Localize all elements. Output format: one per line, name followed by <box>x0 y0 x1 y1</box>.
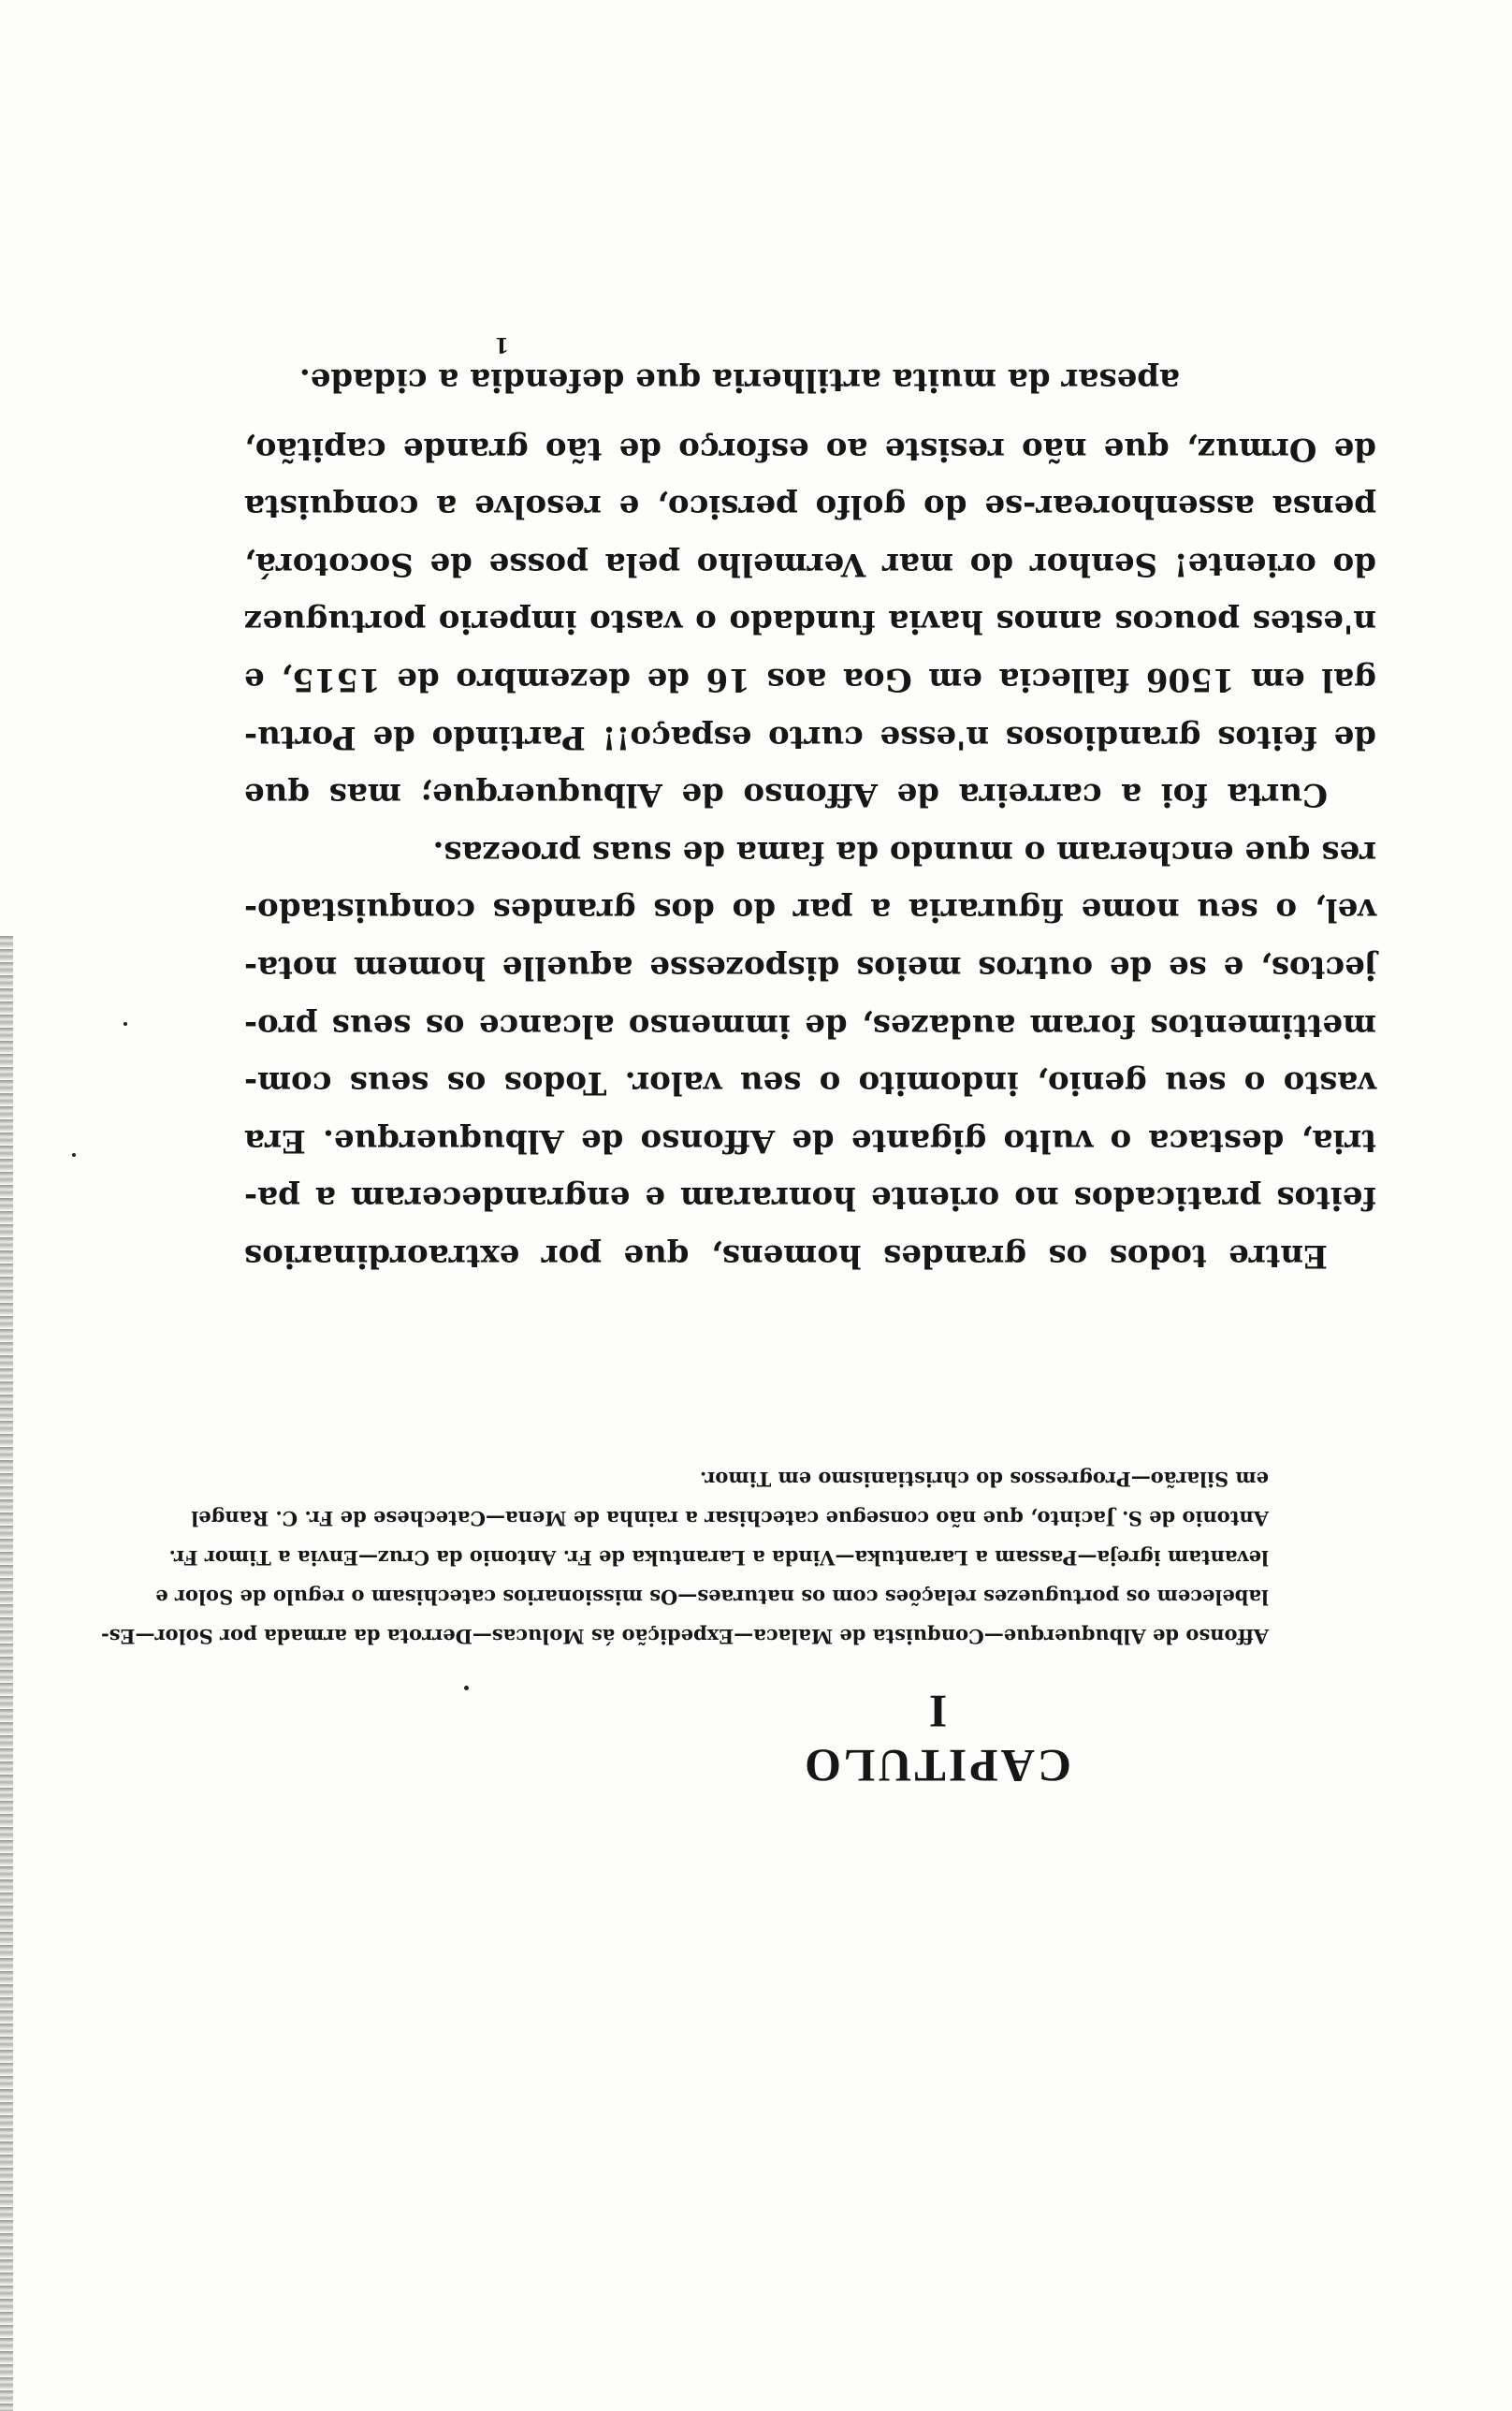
text-line: feitos praticados no oriente honraram e engrandeceram a pa- <box>244 1179 1376 1218</box>
text-line: tria, destaca o vulto gigante de Affonso de Albuquerque. Era <box>244 1121 1376 1160</box>
text-line: vasto o seu genio, indomito o seu valor. Todos os seus com- <box>244 1064 1376 1103</box>
summary-line: Antonio de S. Jacinto, que não consegue catechisar a rainha de Mena—Catechese de Fr. C. Rangel <box>191 1507 1269 1530</box>
chapter-title: CAPITULO I <box>802 1686 1071 1792</box>
summary-line: levantam igreja—Passam a Larantuka—Vinda a Larantuka de Fr. Antonio da Cruz—Envia a Timor Fr. <box>168 1546 1269 1570</box>
text-line: gal em 1506 fallecia em Goa aos 16 de dezembro de 1515, e <box>244 661 1376 699</box>
body-text <box>244 419 1376 1284</box>
chapter-summary <box>100 1459 1269 1656</box>
ink-speck <box>72 1153 76 1157</box>
text-line: vel, o seu nome figuraria a par do dos grandes conquistado- <box>244 891 1376 929</box>
text-line: res que encheram o mundo da fama de suas proezas. <box>432 833 1376 871</box>
page-number: 1 <box>494 332 509 357</box>
text-line: de Ormuz, que não resiste ao esforço de tão grande capitão, <box>244 430 1376 468</box>
summary-line: em Silarão—Progressos do christianismo em Timor. <box>699 1468 1269 1491</box>
text-line: do oriente! Senhor do mar Vermelho pela posse de Socotorá, <box>244 545 1376 583</box>
ink-speck <box>124 1022 127 1026</box>
text-line: de feitos grandiosos n'esse curto espaço!! Partindo de Portu- <box>244 718 1376 756</box>
text-line: pensa assenhorear-se do golfo persico, e resolve a conquista <box>244 488 1376 526</box>
ink-speck <box>464 1686 469 1690</box>
summary-line: labelecem os portuguezes relações com os naturaes—Os missionarios catechisam o regulo de Solor e <box>155 1585 1269 1609</box>
text-line: Curta foi a carreira de Affonso de Albuquerque; mas que <box>244 776 1328 814</box>
paragraph-1 <box>244 823 1376 1284</box>
summary-line: Affonso de Albuquerque—Conquista de Malaca—Expedição ás Molucas—Derrota da armada por Solor—Es- <box>100 1625 1269 1648</box>
text-line: Entre todos os grandes homens, que por extraordinarios <box>244 1237 1328 1275</box>
text-line-last: apesar da muita artilheria que defendia a cidade. <box>298 361 1180 399</box>
text-line: jectos, e se de outros meios dispozesse aquelle homem nota- <box>244 949 1376 987</box>
paragraph-2 <box>244 419 1376 823</box>
text-line: n'estes poucos annos havia fundado o vasto imperio portuguez <box>244 603 1376 641</box>
text-line: mettimentos foram audazes, de immenso alcance os seus pro- <box>244 1006 1376 1045</box>
